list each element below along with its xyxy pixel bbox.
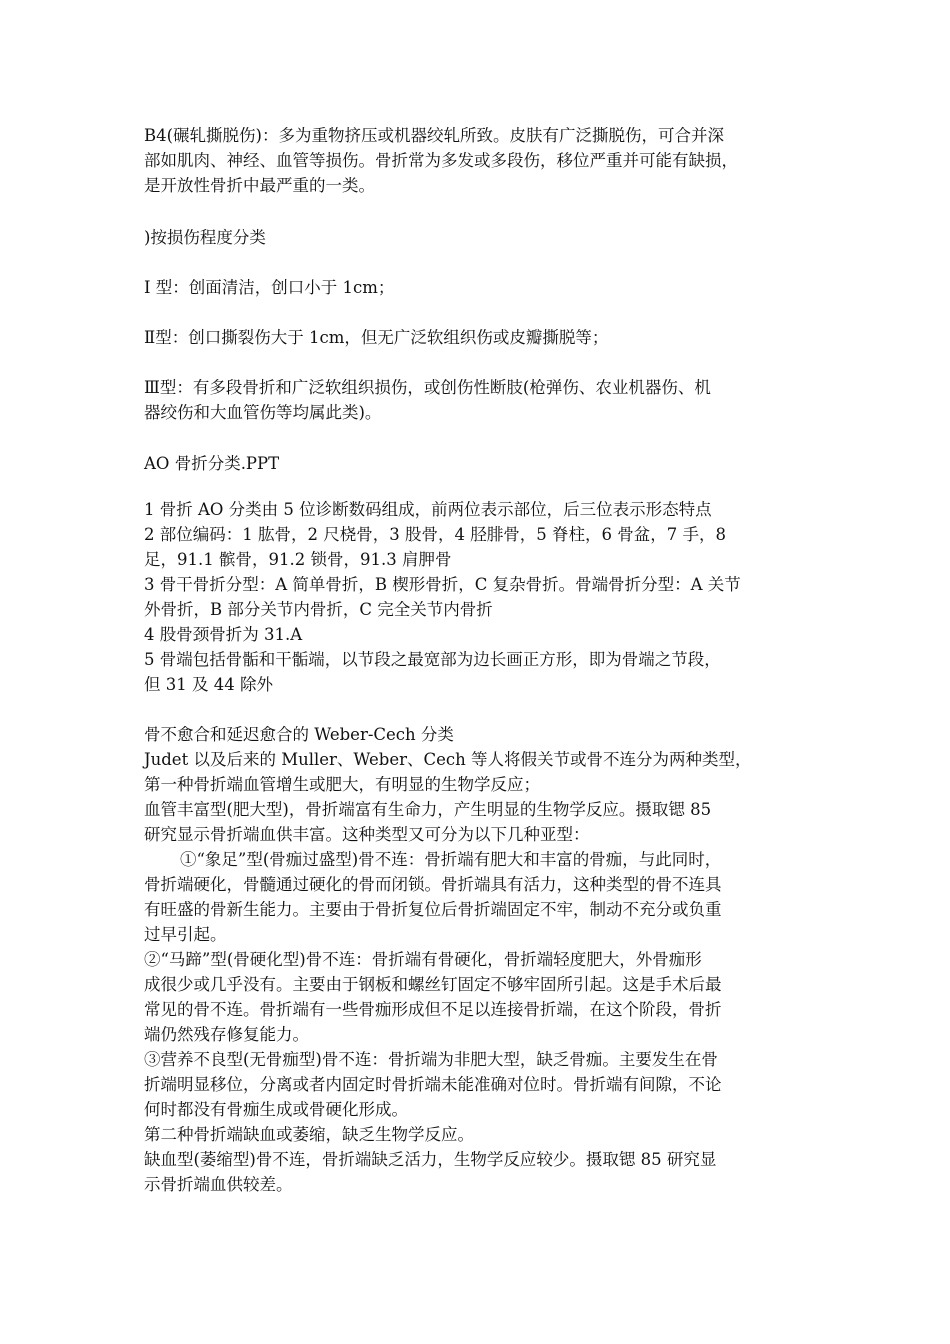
ao-line-2: 2 部位编码：1 肱骨，2 尺桡骨，3 股骨，4 胫腓骨，5 脊柱，6 骨盆，7 手，8 [144,525,726,544]
subtype-3-line-3: 何时都没有骨痂生成或骨硬化形成。 [144,1100,408,1119]
severity-heading: )按损伤程度分类 [144,228,266,247]
weber-line-1: Judet 以及后来的 Muller、Weber、Cech 等人将假关节或骨不连分为两种类型， [144,750,752,769]
subtype-2-line-2: 成很少或几乎没有。主要由于钢板和螺丝钉固定不够牢固所引起。这是手术后最 [144,975,722,994]
weber-line-3: 血管丰富型(肥大型)，骨折端富有生命力，产生明显的生物学反应。摄取锶 85 [144,800,712,819]
second-type-line-1: 第二种骨折端缺血或萎缩，缺乏生物学反应。 [144,1125,474,1144]
b4-line-3: 是开放性骨折中最严重的一类。 [144,176,375,195]
type-3-line-2: 器绞伤和大血管伤等均属此类)。 [144,403,382,422]
subtype-3-line-2: 折端明显移位，分离或者内固定时骨折端未能准确对位时。骨折端有间隙，不论 [144,1075,722,1094]
subtype-1-line-1: ①“象足”型(骨痂过盛型)骨不连：骨折端有肥大和丰富的骨痂，与此同时， [180,850,722,869]
second-type-line-2: 缺血型(萎缩型)骨不连，骨折端缺乏活力，生物学反应较少。摄取锶 85 研究显 [144,1150,717,1169]
subtype-1-line-3: 有旺盛的骨新生能力。主要由于骨折复位后骨折端固定不牢，制动不充分或负重 [144,900,722,919]
subtype-2-line-3: 常见的骨不连。骨折端有一些骨痂形成但不足以连接骨折端，在这个阶段，骨折 [144,1000,722,1019]
subtype-2-line-4: 端仍然残存修复能力。 [144,1025,309,1044]
ao-line-1: 1 骨折 AO 分类由 5 位诊断数码组成，前两位表示部位，后三位表示形态特点 [144,500,712,519]
ao-line-3: 足，91.1 髌骨，91.2 锁骨，91.3 肩胛骨 [144,550,452,569]
subtype-3-line-1: ③营养不良型(无骨痂型)骨不连：骨折端为非肥大型，缺乏骨痂。主要发生在骨 [144,1050,718,1069]
weber-line-4: 研究显示骨折端血供丰富。这种类型又可分为以下几种亚型： [144,825,590,844]
ao-line-4: 3 骨干骨折分型：A 简单骨折，B 楔形骨折，C 复杂骨折。骨端骨折分型：A 关节 [144,575,741,594]
ao-line-6: 4 股骨颈骨折为 31.A [144,625,303,644]
subtype-1-line-4: 过早引起。 [144,925,227,944]
second-type-line-3: 示骨折端血供较差。 [144,1175,293,1194]
ao-title: AO 骨折分类.PPT [144,454,280,473]
type-1-line: I 型：创面清洁，创口小于 1cm； [144,278,395,297]
subtype-1-line-2: 骨折端硬化，骨髓通过硬化的骨而闭锁。骨折端具有活力，这种类型的骨不连具 [144,875,722,894]
ao-line-5: 外骨折，B 部分关节内骨折，C 完全关节内骨折 [144,600,493,619]
ao-line-8: 但 31 及 44 除外 [144,675,273,694]
type-2-line: Ⅱ型：创口撕裂伤大于 1cm，但无广泛软组织伤或皮瓣撕脱等； [144,328,609,347]
weber-line-2: 第一种骨折端血管增生或肥大，有明显的生物学反应； [144,775,540,794]
subtype-2-line-1: ②“马蹄”型(骨硬化型)骨不连：骨折端有骨硬化，骨折端轻度肥大，外骨痂形 [144,950,702,969]
b4-line-2: 部如肌肉、神经、血管等损伤。骨折常为多发或多段伤，移位严重并可能有缺损， [144,151,738,170]
type-3-line-1: Ⅲ型：有多段骨折和广泛软组织损伤，或创伤性断肢(枪弹伤、农业机器伤、机 [144,378,711,397]
ao-line-7: 5 骨端包括骨骺和干骺端，以节段之最宽部为边长画正方形，即为骨端之节段， [144,650,721,669]
b4-line-1: B4(碾轧撕脱伤)：多为重物挤压或机器绞轧所致。皮肤有广泛撕脱伤，可合并深 [144,126,724,145]
weber-title: 骨不愈合和延迟愈合的 Weber-Cech 分类 [144,725,454,744]
